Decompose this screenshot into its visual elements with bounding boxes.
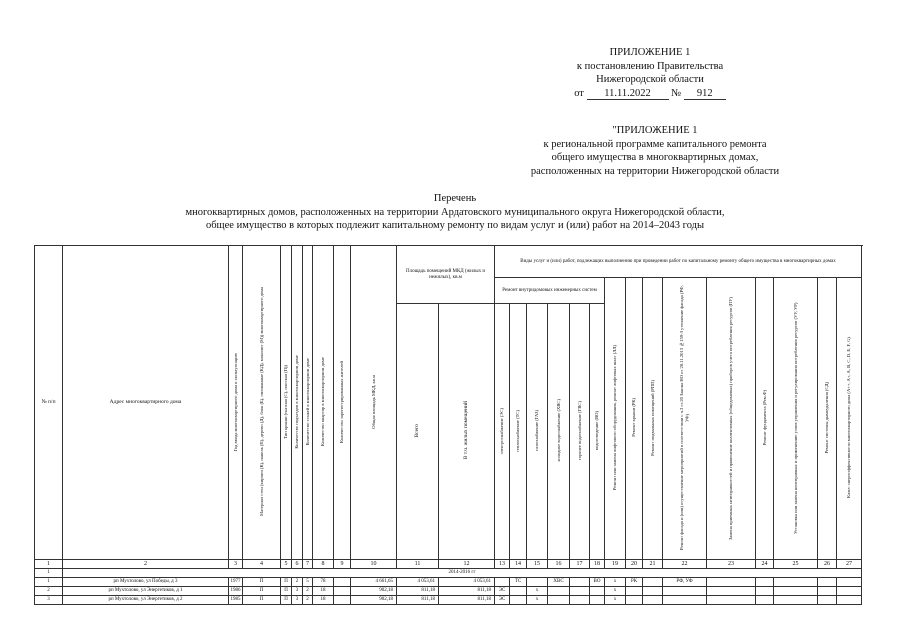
header-year: Год ввода многоквартирного дома в эксплуатацию xyxy=(232,352,238,452)
cell-total: 4 053,61 xyxy=(397,578,439,587)
header-works: Виды услуг и (или) работ, подлежащих выполнению при проведении работ по капитальному ремонту общего имущества в многоквартирных домах xyxy=(495,246,862,278)
appendix-2-line-1: к региональной программе капитального ремонта xyxy=(543,138,767,150)
appendix-2-block xyxy=(490,124,820,179)
column-number: 11 xyxy=(397,560,439,569)
header-hot-water: горячее водоснабжение (ГВС) xyxy=(576,401,582,461)
header-energy-class: Класс энергоэффективности многоквартирного дома (A++, A+, A, B, C, D, E, F, G) xyxy=(846,337,852,499)
cell-num: 3 xyxy=(35,596,63,605)
cell-lift: x xyxy=(605,578,626,587)
header-facade: Ремонт фасада и (или) осуществление мероприятий в соответствии с ч.3 ст.20 Закона НО от 28.11.2013 №159-З утепление фасада (РФ, УФ) xyxy=(679,285,690,551)
cell-vo: ВО xyxy=(590,578,605,587)
column-number: 24 xyxy=(756,560,774,569)
cell-year: 1985 xyxy=(229,596,243,605)
cell-uu xyxy=(774,596,818,605)
cell-rk xyxy=(626,596,643,605)
header-total: Всего xyxy=(414,423,421,438)
cell-smoke xyxy=(818,578,837,587)
header-entrances: Количество подъездов в многоквартирном доме xyxy=(294,355,300,449)
column-number: 3 xyxy=(229,560,243,569)
group-row xyxy=(35,569,862,578)
column-number: 15 xyxy=(527,560,548,569)
cell-gs: x xyxy=(527,587,548,596)
cell-uu xyxy=(774,587,818,596)
cell-es: ЭС xyxy=(495,587,510,596)
column-number: 7 xyxy=(303,560,313,569)
cell-roof: П xyxy=(281,578,292,587)
cell-area: 4 661,65 xyxy=(351,578,397,587)
cell-meters xyxy=(707,578,756,587)
column-number: 2 xyxy=(63,560,229,569)
appendix-1-date-line xyxy=(540,87,760,101)
header-area: Общая площадь МКД, кв.м xyxy=(370,374,376,429)
cell-flats: 78 xyxy=(313,578,334,587)
column-number: 25 xyxy=(774,560,818,569)
column-number: 13 xyxy=(495,560,510,569)
column-number: 19 xyxy=(605,560,626,569)
header-sewage: водоотведение (ВО) xyxy=(594,411,600,451)
cell-vo xyxy=(590,596,605,605)
cell-total: 811,18 xyxy=(397,596,439,605)
header-control-units: Установка или замена неисправных и применению узлов управления и регулирования потребления ресурсов (УУ, УР) xyxy=(792,302,798,534)
appendix-2-line-2: общего имущества в многоквартирных домах, xyxy=(551,152,759,164)
cell-smoke xyxy=(818,587,837,596)
group-number: 1 xyxy=(35,569,63,578)
heading-line-2: общее имущество в которых подлежит капитальному ремонту по видам услуг и (или) работ на 2014–2043 годы xyxy=(205,220,705,232)
header-premises: Площадь помещений МКД (жилых и нежилых), кв.м xyxy=(397,246,495,304)
cell-area: 902,18 xyxy=(351,596,397,605)
header-lift: Ремонт или замена лифтового оборудования, ремонт лифтовых шахт (ЛЛ) xyxy=(612,345,618,491)
cell-walls: П xyxy=(243,578,281,587)
cell-facade: РФ, УФ xyxy=(663,578,707,587)
cell-floors: 5 xyxy=(303,578,313,587)
header-roof-repair: Ремонт крыши (РК) xyxy=(631,398,637,438)
column-number: 1 xyxy=(35,560,63,569)
column-number: 14 xyxy=(510,560,527,569)
document-heading xyxy=(60,192,850,233)
header-registered: Количество зарегистрированных жителей xyxy=(339,360,345,443)
cell-rpp xyxy=(643,596,663,605)
repair-register-table xyxy=(34,245,862,605)
cell-floors: 2 xyxy=(303,596,313,605)
header-living: В т.ч. жилых помещений xyxy=(463,401,470,460)
column-number: 9 xyxy=(334,560,351,569)
cell-es xyxy=(495,578,510,587)
cell-gs: x xyxy=(527,596,548,605)
cell-meters xyxy=(707,596,756,605)
cell-roof: П xyxy=(281,596,292,605)
cell-reg xyxy=(334,596,351,605)
cell-gvs xyxy=(570,587,590,596)
column-number: 27 xyxy=(837,560,862,569)
cell-living: 811,18 xyxy=(439,587,495,596)
cell-addr: рп Мухтолово, ул Победы, д 3 xyxy=(63,578,229,587)
cell-hvs xyxy=(548,587,570,596)
header-gas: газоснабжение (ГАЗ) xyxy=(534,410,540,452)
cell-addr: рп Мухтолово, ул Энергетиков, д 2 xyxy=(63,596,229,605)
cell-total: 811,18 xyxy=(397,587,439,596)
cell-ts xyxy=(510,596,527,605)
cell-gvs xyxy=(570,596,590,605)
number-sign: № xyxy=(671,87,682,99)
cell-entr: 3 xyxy=(292,596,303,605)
cell-hvs: ХВС xyxy=(548,578,570,587)
cell-rpp xyxy=(643,578,663,587)
cell-rk xyxy=(626,587,643,596)
header-cold-water: холодное водоснабжение (ХВС) xyxy=(555,399,561,463)
cell-vo xyxy=(590,587,605,596)
decree-date: 11.11.2022 xyxy=(587,88,669,101)
decree-number: 912 xyxy=(684,88,726,101)
cell-ts: ТС xyxy=(510,578,527,587)
appendix-1-title: ПРИЛОЖЕНИЕ 1 xyxy=(609,47,691,58)
cell-found xyxy=(756,596,774,605)
cell-facade xyxy=(663,587,707,596)
column-number: 5 xyxy=(281,560,292,569)
header-floors: Количество этажей в многоквартирном доме xyxy=(304,358,310,446)
column-number: 22 xyxy=(663,560,707,569)
cell-hvs xyxy=(548,596,570,605)
cell-entr: 3 xyxy=(292,587,303,596)
header-networks: Ремонт внутридомовых инженерных систем xyxy=(495,278,605,304)
table-row xyxy=(35,596,862,605)
header-electricity: электроснабжение (ЭС) xyxy=(499,407,505,455)
cell-area: 902,18 xyxy=(351,587,397,596)
cell-walls: П xyxy=(243,596,281,605)
header-smoke: Ремонт системы дымоудаления (СД) xyxy=(824,382,830,454)
heading-title: Перечень xyxy=(433,193,477,204)
cell-flats: 18 xyxy=(313,596,334,605)
cell-walls: П xyxy=(243,587,281,596)
column-number: 21 xyxy=(643,560,663,569)
cell-year: 1986 xyxy=(229,587,243,596)
header-heating: теплоснабжение (ТС) xyxy=(515,409,521,452)
column-number: 20 xyxy=(626,560,643,569)
column-number: 12 xyxy=(439,560,495,569)
header-roof: Тип крыши (скатная (С), плоская (П)) xyxy=(283,364,289,439)
from-label: от xyxy=(574,87,584,99)
group-label: 2014-2016 гг xyxy=(63,569,862,578)
header-address: Адрес многоквартирного дома xyxy=(63,246,229,560)
cell-year: 1977 xyxy=(229,578,243,587)
appendix-2-line-3: расположенных на территории Нижегородской области xyxy=(530,165,780,177)
cell-ts xyxy=(510,587,527,596)
header-basement: Ремонт подвальных помещений (РПП) xyxy=(649,379,655,456)
cell-found xyxy=(756,587,774,596)
cell-num: 1 xyxy=(35,578,63,587)
cell-cls xyxy=(837,587,862,596)
cell-lift: x xyxy=(605,587,626,596)
appendix-1-line-2: Нижегородской области xyxy=(596,74,704,86)
cell-cls xyxy=(837,578,862,587)
column-number: 10 xyxy=(351,560,397,569)
header-number: № п/п xyxy=(35,246,63,560)
heading-line-1: многоквартирных домов, расположенных на территории Ардатовского муниципального округа Нижегородской области, xyxy=(185,206,725,218)
cell-reg xyxy=(334,587,351,596)
header-flats: Количество квартир в многоквартирном доме xyxy=(320,357,326,447)
column-number: 6 xyxy=(292,560,303,569)
column-number: 18 xyxy=(590,560,605,569)
table-row xyxy=(35,587,862,596)
header-meters: Замена приемных неисправностей и применение коллективных (общедомовых) приборов учета потребления ресурсов (ПУ) xyxy=(728,296,734,540)
cell-uu xyxy=(774,578,818,587)
column-number: 17 xyxy=(570,560,590,569)
cell-meters xyxy=(707,587,756,596)
column-number-row xyxy=(35,560,862,569)
cell-flats: 18 xyxy=(313,587,334,596)
cell-entr: 2 xyxy=(292,578,303,587)
cell-rk: РК xyxy=(626,578,643,587)
column-number: 8 xyxy=(313,560,334,569)
cell-cls xyxy=(837,596,862,605)
cell-es: ЭС xyxy=(495,596,510,605)
appendix-2-title: "ПРИЛОЖЕНИЕ 1 xyxy=(612,125,698,136)
header-foundation: Ремонт фундамента (Рем.Ф) xyxy=(761,390,767,446)
cell-found xyxy=(756,578,774,587)
appendix-1-line-1: к постановлению Правительства xyxy=(576,60,724,72)
cell-reg xyxy=(334,578,351,587)
cell-gs xyxy=(527,578,548,587)
cell-living: 4 053,61 xyxy=(439,578,495,587)
header-walls: Материал стен (кирпич (К), панель (П), дерево (Д), блок (Б), смешанные (КД), монолит (М)) многоквартирного дома xyxy=(258,287,264,517)
cell-lift: x xyxy=(605,596,626,605)
column-number: 23 xyxy=(707,560,756,569)
cell-living: 811,18 xyxy=(439,596,495,605)
cell-facade xyxy=(663,596,707,605)
cell-roof: П xyxy=(281,587,292,596)
cell-addr: рп Мухтолово, ул Энергетиков, д 1 xyxy=(63,587,229,596)
cell-floors: 2 xyxy=(303,587,313,596)
cell-rpp xyxy=(643,587,663,596)
appendix-1-block xyxy=(540,46,760,101)
column-number: 26 xyxy=(818,560,837,569)
cell-gvs xyxy=(570,578,590,587)
cell-num: 2 xyxy=(35,587,63,596)
cell-smoke xyxy=(818,596,837,605)
table-row xyxy=(35,578,862,587)
column-number: 4 xyxy=(243,560,281,569)
column-number: 16 xyxy=(548,560,570,569)
